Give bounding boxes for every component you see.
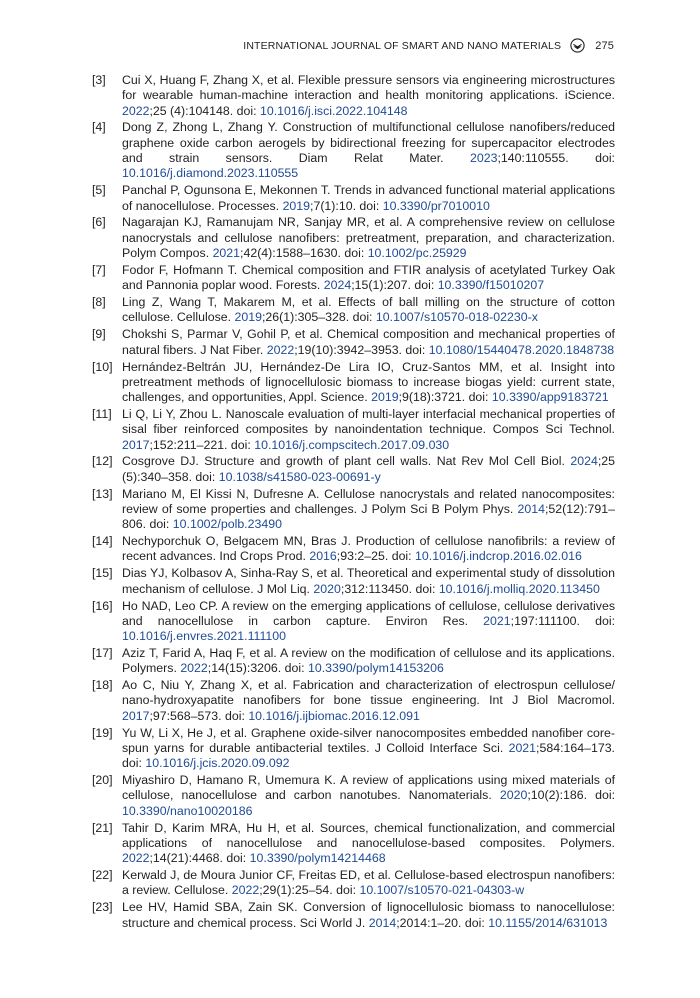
reference-doi-link[interactable]: 10.1155/2014/631013: [488, 915, 608, 930]
reference-year-link[interactable]: 2023: [470, 151, 498, 166]
reference-text: [122, 183, 615, 214]
reference-year-link[interactable]: 2014: [517, 501, 545, 516]
reference-year-link[interactable]: 2022: [122, 851, 150, 866]
reference-year-link[interactable]: 2021: [212, 246, 241, 261]
journal-logo-icon: [570, 38, 585, 53]
reference-year-link[interactable]: 2024: [570, 454, 598, 469]
reference-citation: Nagarajan KJ, Ramanujam NR, Sanjay MR, et al. A comprehensive review on cellulose nanocrystals and cellulose nanofibers: pretreatment, preparation, and characterization. Polym Compos.: [122, 215, 615, 261]
reference-item: [92, 263, 615, 294]
reference-doi-link[interactable]: 10.1016/j.jcis.2020.09.092: [145, 756, 290, 771]
reference-text: [122, 487, 615, 533]
reference-citation: Fodor F, Hofmann T. Chemical composition and FTIR analysis of acetylated Turkey Oak and Pannonia poplar wood. Forests.: [122, 262, 615, 293]
reference-number: [15]: [92, 566, 113, 581]
reference-text: [122, 599, 615, 645]
reference-volume-pages: ;97:568–573. doi:: [149, 708, 249, 723]
reference-volume-pages: ;26(1):305–328. doi:: [262, 310, 376, 325]
reference-number: [6]: [92, 215, 106, 230]
reference-text: [122, 821, 615, 867]
reference-volume-pages: ;10(2):186. doi:: [527, 788, 616, 803]
reference-citation: Cosgrove DJ. Structure and growth of plant cell walls. Nat Rev Mol Cell Biol.: [122, 454, 571, 469]
reference-citation: Yu W, Li X, He J, et al. Graphene oxide-silver nanocomposites embedded nanofiber core-spun yarns for durable antibacterial textiles. J Colloid Interface Sci.: [122, 725, 615, 755]
reference-volume-pages: ;25 (5):340–358. doi:: [122, 454, 615, 484]
reference-doi-link[interactable]: 10.1016/j.diamond.2023.110555: [122, 166, 299, 181]
reference-volume-pages: ;52(12):791–806. doi:: [122, 501, 615, 532]
reference-year-link[interactable]: 2016: [309, 549, 337, 564]
journal-title: INTERNATIONAL JOURNAL OF SMART AND NANO MATERIALS: [243, 39, 562, 52]
reference-citation: Ao C, Niu Y, Zhang X, et al. Fabrication and characterization of electrospun cellulose/ nano-hydroxyapatite nanofibers for bone tissue engineering. Int J Biol Macromol.: [122, 678, 615, 708]
reference-number: [19]: [92, 725, 113, 740]
reference-year-link[interactable]: 2022: [180, 661, 208, 676]
reference-text: [122, 295, 615, 326]
reference-number: [16]: [92, 598, 113, 613]
reference-year-link[interactable]: 2017: [122, 708, 150, 723]
reference-text: [122, 120, 615, 181]
reference-doi-link[interactable]: 10.1038/s41580-023-00691-y: [218, 469, 381, 484]
reference-volume-pages: ;197:111100. doi:: [510, 613, 615, 628]
reference-item: [92, 295, 615, 326]
reference-year-link[interactable]: 2022: [122, 103, 150, 118]
reference-volume-pages: ;14(21):4468. doi:: [149, 851, 250, 866]
reference-volume-pages: ;15(1):207. doi:: [351, 278, 438, 293]
reference-citation: Ling Z, Wang T, Makarem M, et al. Effects of ball milling on the structure of cotton cellulose. Cellulose.: [122, 295, 615, 325]
reference-citation: Li Q, Li Y, Zhou L. Nanoscale evaluation of multi-layer interfacial mechanical properties of sisal fiber reinforced composites by nanoindentation technique. Compos Sci Technol.: [122, 406, 615, 437]
reference-doi-link[interactable]: 10.1016/j.compscitech.2017.09.030: [254, 437, 450, 452]
reference-item: [92, 821, 615, 867]
reference-volume-pages: ;7(1):10. doi:: [310, 198, 383, 213]
reference-year-link[interactable]: 2020: [499, 788, 528, 803]
reference-citation: Mariano M, El Kissi N, Dufresne A. Cellulose nanocrystals and related nanocomposites: review of some properties and challenges. J Polym Sci B Polym Phys.: [122, 486, 615, 516]
reference-number: [18]: [92, 678, 113, 693]
reference-item: [92, 599, 615, 645]
reference-citation: Hernández-Beltrán JU, Hernández-De Lira IO, Cruz-Santos MM, et al. Insight into pretreatment methods of lignocellulosic biomass to increase biogas yield: current state, challenges, and opportunities, Appl. Science.: [122, 359, 615, 405]
reference-citation: Dong Z, Zhong L, Zhang Y. Construction of multifunctional cellulose nanofibers/reduced graphene oxide carbon aerogels by bidirectional freezing for supercapacitor electrodes and strain sensors. Diam Relat Mater.: [122, 120, 615, 166]
reference-text: [122, 646, 615, 677]
reference-item: [92, 678, 615, 724]
reference-citation: Aziz T, Farid A, Haq F, et al. A review on the modification of cellulose and its applications. Polymers.: [122, 646, 615, 676]
reference-year-link[interactable]: 2022: [231, 883, 260, 898]
reference-doi-link[interactable]: 10.1002/polb.23490: [172, 517, 282, 532]
reference-item: [92, 868, 615, 899]
reference-citation: Panchal P, Ogunsona E, Mekonnen T. Trends in advanced functional material applications of nanocellulose. Processes.: [122, 183, 615, 213]
reference-number: [23]: [92, 900, 113, 915]
reference-doi-link[interactable]: 10.3390/nano10020186: [122, 803, 253, 818]
reference-item: [92, 487, 615, 533]
reference-doi-link[interactable]: 10.1016/j.envres.2021.111100: [122, 629, 287, 644]
reference-volume-pages: ;2014:1–20. doi:: [396, 915, 489, 930]
reference-citation: Tahir D, Karim MRA, Hu H, et al. Sources, chemical functionalization, and commercial applications of nanocellulose and nanocellulose-based composites. Polymers.: [122, 820, 615, 850]
reference-list: [92, 73, 615, 933]
reference-doi-link[interactable]: 10.1007/s10570-021-04303-w: [359, 883, 525, 898]
reference-volume-pages: ;584:164–173. doi:: [122, 740, 615, 771]
reference-doi-link[interactable]: 10.3390/polym14214468: [249, 851, 386, 866]
reference-doi-link[interactable]: 10.3390/f15010207: [437, 278, 545, 293]
reference-item: [92, 215, 615, 261]
reference-text: [122, 566, 615, 597]
reference-text: [122, 263, 615, 294]
reference-item: [92, 534, 615, 565]
reference-item: [92, 327, 615, 358]
page-number: 275: [595, 39, 614, 52]
reference-text: [122, 407, 615, 453]
reference-volume-pages: ;14(15):3206. doi:: [207, 661, 308, 676]
reference-number: [5]: [92, 183, 106, 198]
running-head: [243, 38, 614, 53]
reference-doi-link[interactable]: 10.1016/j.isci.2022.104148: [259, 103, 408, 118]
reference-text: [122, 773, 615, 819]
reference-volume-pages: ;152:211–221. doi:: [149, 437, 255, 452]
reference-year-link[interactable]: 2019: [282, 198, 311, 213]
reference-citation: Dias YJ, Kolbasov A, Sinha-Ray S, et al. Theoretical and experimental study of dissolution mechanism of cellulose. J Mol Liq.: [122, 566, 615, 596]
reference-year-link[interactable]: 2021: [508, 740, 537, 755]
reference-doi-link[interactable]: 10.1016/j.indcrop.2016.02.016: [415, 549, 582, 564]
reference-item: [92, 566, 615, 597]
reference-text: [122, 454, 615, 485]
reference-doi-link[interactable]: 10.3390/app9183721: [491, 390, 609, 405]
reference-doi-link[interactable]: 10.1016/j.molliq.2020.113450: [438, 581, 600, 596]
reference-year-link[interactable]: 2014: [368, 915, 397, 930]
reference-item: [92, 900, 615, 931]
reference-item: [92, 407, 615, 453]
reference-text: [122, 215, 615, 261]
reference-number: [21]: [92, 820, 113, 835]
reference-text: [122, 900, 615, 931]
reference-citation: Cui X, Huang F, Zhang X, et al. Flexible pressure sensors via engineering microstructures for wearable human-machine interaction and health monitoring applications. iScience.: [122, 73, 615, 103]
reference-year-link[interactable]: 2019: [371, 390, 399, 405]
reference-item: [92, 360, 615, 406]
reference-number: [14]: [92, 534, 113, 549]
reference-citation: Lee HV, Hamid SBA, Zain SK. Conversion of lignocellulosic biomass to nanocellulose: structure and chemical process. Sci World J.: [122, 900, 615, 930]
reference-volume-pages: ;19(10):3942–3953. doi:: [294, 342, 429, 357]
reference-citation: Kerwald J, de Moura Junior CF, Freitas ED, et al. Cellulose-based electrospun nanofibers: a review. Cellulose.: [122, 868, 615, 898]
reference-volume-pages: ;29(1):25–54. doi:: [259, 883, 360, 898]
reference-item: [92, 454, 615, 485]
reference-number: [17]: [92, 646, 113, 660]
reference-number: [13]: [92, 486, 113, 501]
reference-number: [8]: [92, 295, 106, 310]
reference-number: [10]: [92, 359, 113, 374]
reference-text: [122, 726, 615, 772]
reference-text: [122, 360, 615, 406]
reference-doi-link[interactable]: 10.1080/15440478.2020.1848738: [428, 342, 615, 357]
reference-item: [92, 120, 615, 181]
reference-text: [122, 534, 615, 565]
reference-number: [4]: [92, 120, 106, 135]
reference-doi-link[interactable]: 10.1016/j.ijbiomac.2016.12.091: [248, 708, 420, 723]
reference-year-link[interactable]: 2020: [313, 581, 341, 596]
reference-citation: Ho NAD, Leo CP. A review on the emerging applications of cellulose, cellulose derivatives and nanocellulose in carbon capture. Environ Res.: [122, 598, 615, 628]
reference-text: [122, 73, 615, 119]
reference-year-link[interactable]: 2017: [122, 437, 150, 452]
reference-number: [3]: [92, 73, 106, 87]
reference-citation: Miyashiro D, Hamano R, Umemura K. A review of applications using mixed materials of cellulose, nanocellulose and carbon nanotubes. Nanomaterials.: [122, 773, 615, 803]
reference-number: [12]: [92, 454, 113, 469]
reference-doi-link[interactable]: 10.1007/s10570-018-02230-x: [375, 310, 538, 325]
reference-volume-pages: ;93:2–25. doi:: [336, 549, 416, 564]
reference-year-link[interactable]: 2019: [234, 310, 262, 325]
reference-number: [9]: [92, 327, 106, 342]
reference-number: [7]: [92, 262, 106, 277]
reference-volume-pages: ;25 (4):104148. doi:: [149, 103, 260, 118]
reference-year-link[interactable]: 2022: [266, 342, 295, 357]
reference-volume-pages: ;9(18):3721. doi:: [398, 390, 492, 405]
reference-item: [92, 73, 615, 119]
reference-item: [92, 773, 615, 819]
reference-year-link[interactable]: 2021: [483, 613, 511, 628]
reference-citation: Nechyporchuk O, Belgacem MN, Bras J. Production of cellulose nanofibrils: a review of recent advances. Ind Crops Prod.: [122, 534, 615, 564]
reference-year-link[interactable]: 2024: [323, 278, 352, 293]
reference-item: [92, 183, 615, 214]
reference-doi-link[interactable]: 10.3390/pr7010010: [382, 198, 490, 213]
reference-doi-link[interactable]: 10.3390/polym14153206: [307, 661, 444, 676]
reference-item: [92, 726, 615, 772]
reference-number: [22]: [92, 868, 113, 883]
reference-volume-pages: ;312:113450. doi:: [340, 581, 439, 596]
reference-text: [122, 868, 615, 899]
reference-volume-pages: ;140:110555. doi:: [497, 151, 615, 166]
reference-number: [20]: [92, 773, 113, 788]
reference-volume-pages: ;42(4):1588–1630. doi:: [240, 246, 368, 261]
reference-text: [122, 678, 615, 724]
reference-item: [92, 646, 615, 677]
reference-number: [11]: [92, 406, 112, 421]
reference-citation: Chokshi S, Parmar V, Gohil P, et al. Chemical composition and mechanical properties of natural fibers. J Nat Fiber.: [122, 327, 615, 357]
reference-doi-link[interactable]: 10.1002/pc.25929: [367, 246, 467, 261]
reference-text: [122, 327, 615, 358]
